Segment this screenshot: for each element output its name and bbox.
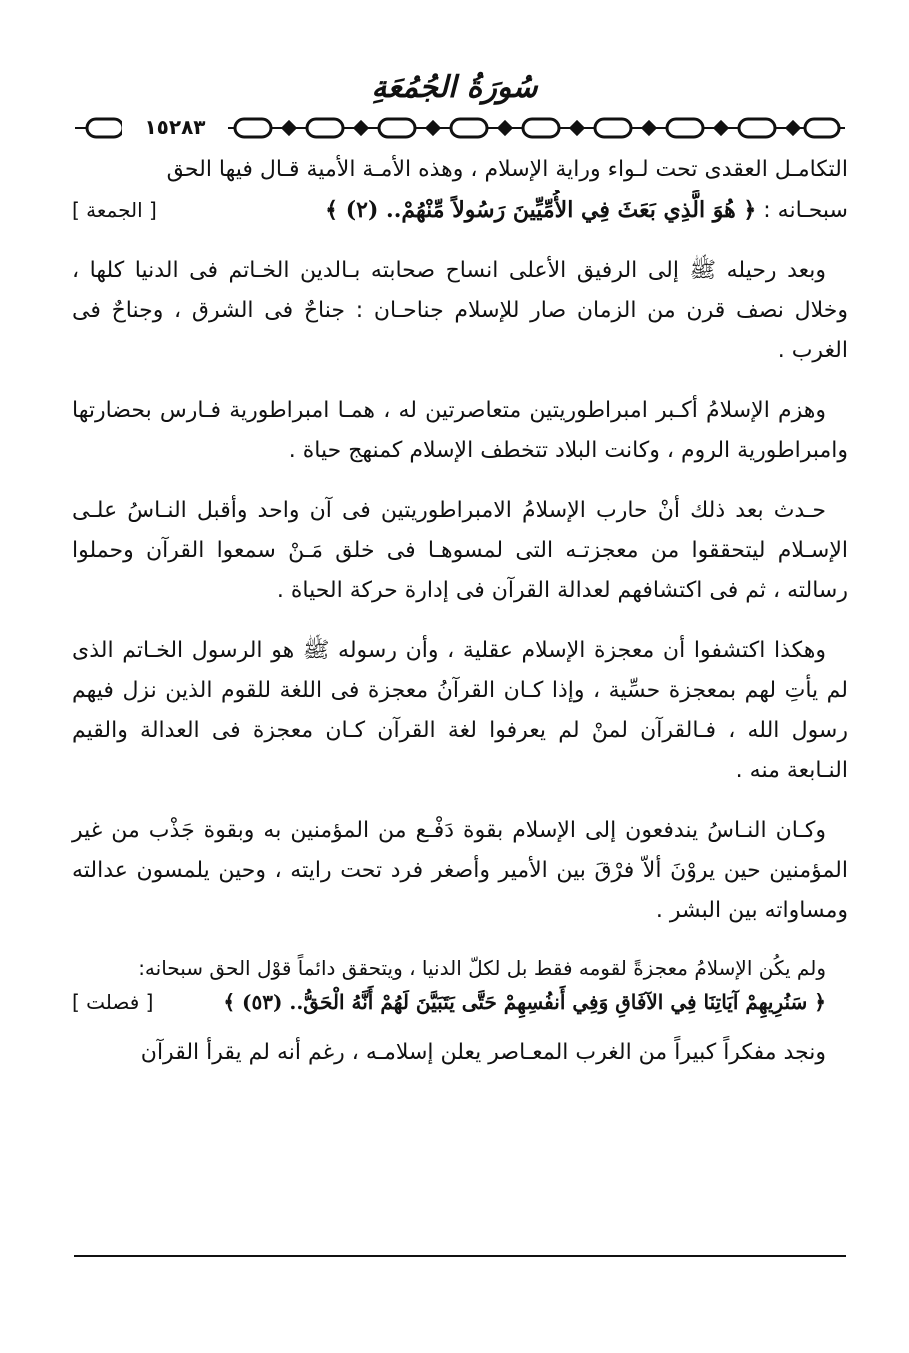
paragraph-1 [72,150,848,231]
bottom-rule [74,1255,846,1257]
verse-reference-fussilat: [ فصلت ] [72,990,154,1014]
verse-line-2 [72,985,848,1019]
paragraph-6: وكـان النـاسُ يندفعون إلى الإسلام بقوة دَفْـع من المؤمنين به وبقوة جَذْب من غير المؤمنين حين يروْنَ ألاّ فرْقَ بين الأمير وأصغر فرد تحت رايته ، وحين يلمسون عدالته ومساواته بين البشر . [72,818,848,923]
quran-verse-fussilat: ﴿ سَنُرِيهِمْ آيَاتِنَا فِي الآفَاقِ وَفِي أَنفُسِهِمْ حَتَّى يَتَبَيَّنَ لَهُمْ أَنَّهُ الْحَقُّ.. (٥٣) ﴾ [223,990,826,1014]
verse-line-1 [72,190,848,231]
paragraph-7-text: ولم يكُن الإسلامُ معجزةً لقومه فقط بل لكلّ الدنيا ، ويتحقق دائماً قوْل الحق سبحانه: [138,956,826,980]
paragraph-3: وهزم الإسلامُ أكـبر امبراطوريتين متعاصرتين له ، همـا امبراطورية فـارس بحضارتها وامبراطورية الروم ، وكانت البلاد تتخطف الإسلام كمنهج حياة . [72,398,848,463]
paragraph-8: ونجد مفكراً كبيراً من الغرب المعـاصر يعلن إسلامـه ، رغم أنه لم يقرأ القرآن [140,1040,826,1065]
paragraph-1-text: التكامـل العقدى تحت لـواء وراية الإسلام ، وهذه الأمـة الأمية قـال فيها الحق [166,157,848,182]
paragraph-5: وهكذا اكتشفوا أن معجزة الإسلام عقلية ، وأن رسوله ﷺ هو الرسول الخـاتم الذى لم يأتِ لهم بمعجزة حسِّية ، وإذا كـان القرآنُ معجزة فى اللغة للقوم الذين نزل فيهم رسول الله ، فـالقرآن لمنْ لم يعرفوا لغة القرآن كـان معجزة فى العدالة والقيم النـابعة منه . [72,638,848,783]
body-text [72,150,848,1093]
quran-verse-jumuah: ﴿ هُوَ الَّذِي بَعَثَ فِي الأُمِّيِّينَ رَسُولاً مِّنْهُمْ.. (٢) ﴾ [325,197,757,223]
paragraph-2: وبعد رحيله ﷺ إلى الرفيق الأعلى انساح صحابته بـالدين الخـاتم فى الدنيا كلها ، وخلال نصف قرن من الزمان صار للإسلام جناحـان : جناحٌ فى الشرق ، وجناحٌ فى الغرب . [72,258,848,363]
verse-reference-jumuah: [ الجمعة ] [72,198,157,222]
paragraph-4: حـدث بعد ذلك أنْ حارب الإسلامُ الامبراطوريتين فى آن واحد وأقبل النـاسُ علـى الإسـلام ليتحققوا من معجزتـه التى لمسوهـا فى خلق مَـنْ سمعوا القرآن وحملوا رسالته ، ثم فى اكتشافهم لعدالة القرآن فى إدارة حركة الحياة . [72,498,848,603]
page-number: ١٥٢٨٣ [122,112,228,142]
verse-intro: سبحـانه : [763,198,848,223]
sura-title: سُورَةُ الجُمُعَةِ [371,70,538,105]
paragraph-7 [72,951,848,1019]
